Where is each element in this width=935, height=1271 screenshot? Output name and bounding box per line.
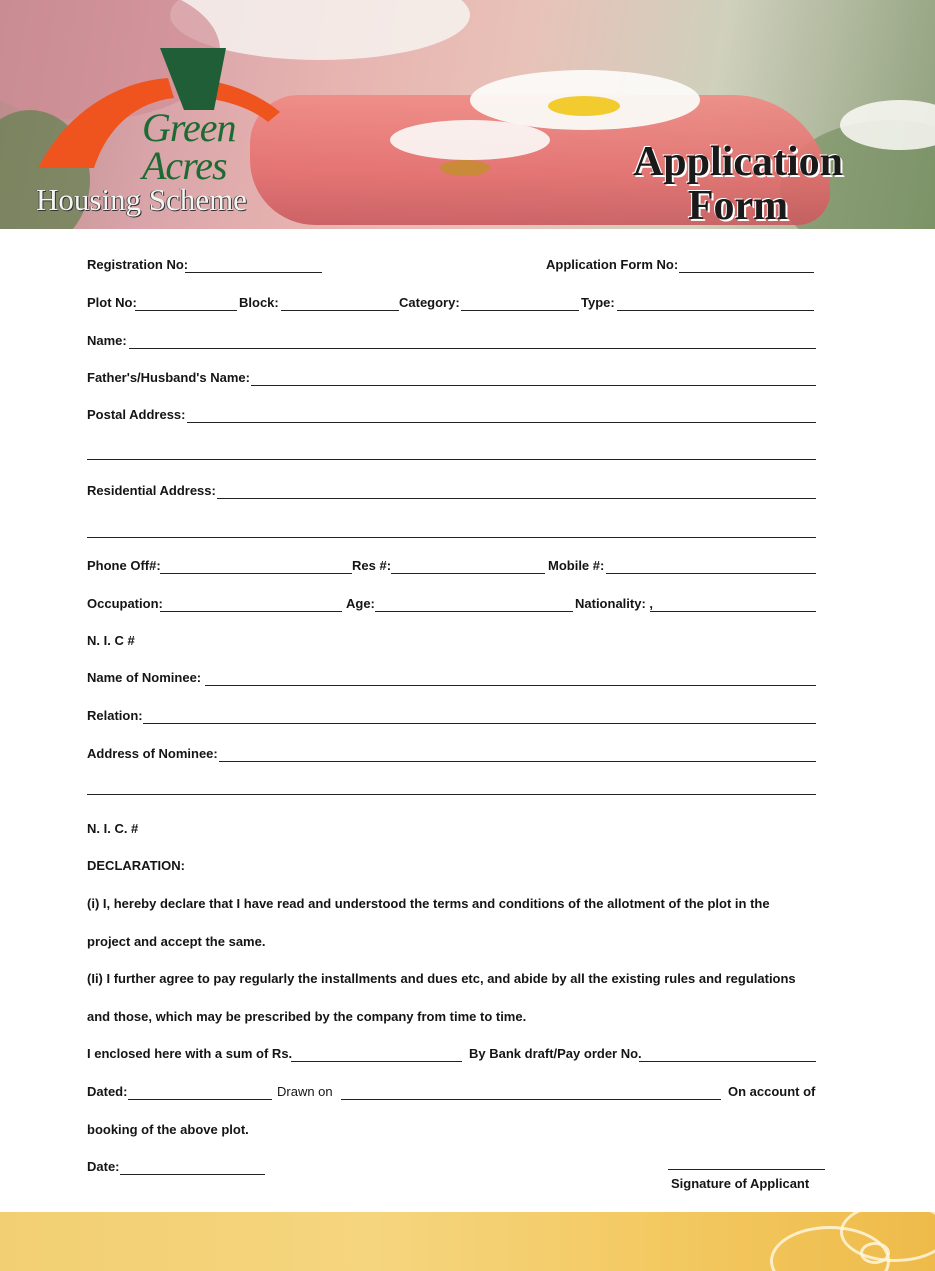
type-field[interactable] bbox=[617, 310, 814, 311]
mobile-label: Mobile #: bbox=[548, 558, 605, 573]
postal-address-row bbox=[87, 407, 817, 427]
name-of-nominee-field[interactable] bbox=[205, 685, 816, 686]
dated-field[interactable] bbox=[128, 1099, 272, 1100]
enclosed-row bbox=[87, 1046, 817, 1066]
daisy-petals-2 bbox=[390, 120, 550, 160]
date-field[interactable] bbox=[120, 1174, 265, 1175]
enclosed-sum-field[interactable] bbox=[291, 1061, 462, 1062]
registration-no-field[interactable] bbox=[185, 272, 322, 273]
mobile-field[interactable] bbox=[606, 573, 816, 574]
logo-text-acres: Acres bbox=[142, 143, 227, 188]
residential-address-row bbox=[87, 483, 817, 503]
logo-text-green: Green bbox=[142, 105, 236, 150]
plot-no-label: Plot No: bbox=[87, 295, 137, 310]
father-husband-name-field[interactable] bbox=[251, 385, 816, 386]
dated-row bbox=[87, 1084, 817, 1104]
phone-row bbox=[87, 558, 817, 578]
postal-address-row-2 bbox=[87, 444, 817, 464]
registration-no-label: Registration No: bbox=[87, 257, 189, 272]
nominee-nic-row bbox=[87, 821, 817, 841]
signature-field[interactable] bbox=[668, 1169, 825, 1170]
declaration-clause-1-line-1: (i) I, hereby declare that I have read and understood the terms and conditions of the allotment of the plot in the bbox=[87, 896, 770, 911]
booking-text: booking of the above plot. bbox=[87, 1122, 249, 1137]
declaration-clause-2-line-1: (Ii) I further agree to pay regularly the installments and dues etc, and abide by all the existing rules and regulations bbox=[87, 971, 796, 986]
dated-label: Dated: bbox=[87, 1084, 128, 1099]
application-form-no-field[interactable] bbox=[679, 272, 814, 273]
age-field[interactable] bbox=[375, 611, 573, 612]
address-of-nominee-field-2[interactable] bbox=[87, 794, 816, 795]
bank-draft-field[interactable] bbox=[639, 1061, 816, 1062]
daisy-center-2 bbox=[440, 160, 490, 176]
nationality-field[interactable] bbox=[650, 611, 816, 612]
on-account-of-label: On account of bbox=[728, 1084, 816, 1099]
postal-address-field-2[interactable] bbox=[87, 459, 816, 460]
logo-text-housing-scheme: Housing Scheme bbox=[36, 182, 247, 217]
nominee-address-row-2 bbox=[87, 779, 817, 799]
name-label: Name: bbox=[87, 333, 127, 348]
block-label: Block: bbox=[239, 295, 279, 310]
plot-row bbox=[87, 295, 817, 315]
father-husband-name-row bbox=[87, 370, 817, 390]
declaration-clause-1-line-2: project and accept the same. bbox=[87, 934, 266, 949]
phone-off-field[interactable] bbox=[160, 573, 352, 574]
bank-draft-label: By Bank draft/Pay order No. bbox=[469, 1046, 642, 1061]
declaration-clause-2-line-2: and those, which may be prescribed by the company from time to time. bbox=[87, 1009, 527, 1024]
registration-row bbox=[87, 257, 817, 277]
name-of-nominee-label: Name of Nominee: bbox=[87, 670, 202, 685]
address-of-nominee-label: Address of Nominee: bbox=[87, 746, 218, 761]
residential-address-field-2[interactable] bbox=[87, 537, 816, 538]
decorative-swirl-3 bbox=[860, 1242, 890, 1264]
application-form-no-label: Application Form No: bbox=[546, 257, 679, 272]
category-field[interactable] bbox=[461, 310, 579, 311]
residential-address-row-2 bbox=[87, 522, 817, 542]
date-label: Date: bbox=[87, 1159, 120, 1174]
nominee-name-row bbox=[87, 670, 817, 690]
page-title bbox=[603, 140, 873, 228]
title-line-1: Application bbox=[632, 139, 844, 185]
title-line-2: Form bbox=[687, 183, 789, 229]
age-label: Age: bbox=[346, 596, 375, 611]
name-field[interactable] bbox=[129, 348, 816, 349]
occupation-row bbox=[87, 596, 817, 616]
res-phone-label: Res #: bbox=[352, 558, 392, 573]
res-phone-field[interactable] bbox=[391, 573, 545, 574]
plot-no-field[interactable] bbox=[135, 310, 237, 311]
residential-address-label: Residential Address: bbox=[87, 483, 216, 498]
nic-row bbox=[87, 633, 817, 653]
header-banner bbox=[0, 0, 935, 229]
drawn-on-label: Drawn on bbox=[277, 1084, 333, 1099]
occupation-field[interactable] bbox=[160, 611, 342, 612]
occupation-label: Occupation: bbox=[87, 596, 163, 611]
relation-field[interactable] bbox=[143, 723, 816, 724]
category-label: Category: bbox=[399, 295, 460, 310]
nominee-nic-label: N. I. C. # bbox=[87, 821, 139, 836]
name-row bbox=[87, 333, 817, 353]
nationality-label: Nationality: , bbox=[575, 596, 654, 611]
phone-off-label: Phone Off#: bbox=[87, 558, 161, 573]
drawn-on-field[interactable] bbox=[341, 1099, 721, 1100]
father-husband-name-label: Father's/Husband's Name: bbox=[87, 370, 250, 385]
residential-address-field[interactable] bbox=[217, 498, 816, 499]
block-field[interactable] bbox=[281, 310, 399, 311]
nic-label: N. I. C # bbox=[87, 633, 135, 648]
enclosed-sum-label: I enclosed here with a sum of Rs. bbox=[87, 1046, 293, 1061]
signature-label: Signature of Applicant bbox=[671, 1176, 810, 1191]
declaration-heading: DECLARATION: bbox=[87, 858, 185, 873]
relation-label: Relation: bbox=[87, 708, 143, 723]
daisy-center bbox=[548, 96, 620, 116]
type-label: Type: bbox=[581, 295, 615, 310]
postal-address-label: Postal Address: bbox=[87, 407, 186, 422]
relation-row bbox=[87, 708, 817, 728]
postal-address-field[interactable] bbox=[187, 422, 816, 423]
nominee-address-row bbox=[87, 746, 817, 766]
address-of-nominee-field[interactable] bbox=[219, 761, 816, 762]
footer-band bbox=[0, 1212, 935, 1271]
